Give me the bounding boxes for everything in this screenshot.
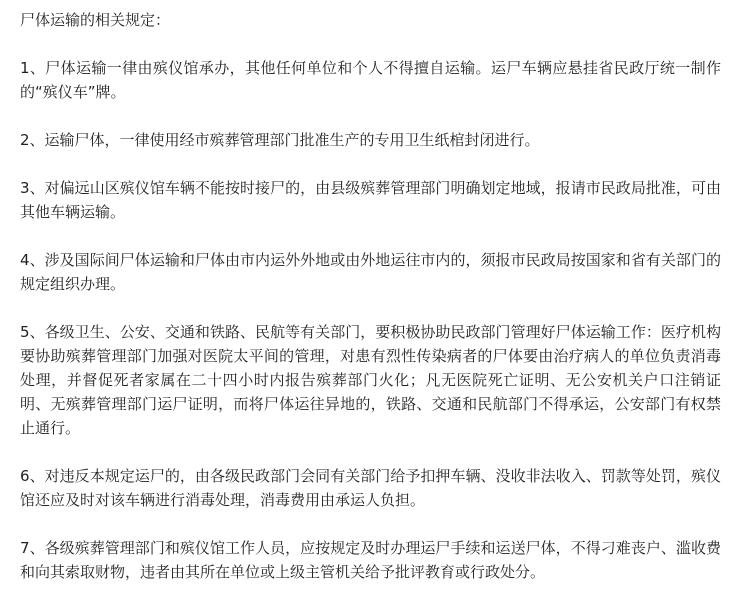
- regulation-item-3: 3、对偏远山区殡仪馆车辆不能按时接尸的，由县级殡葬管理部门明确划定地域，报请市民政局批准，可由其他车辆运输。: [20, 179, 721, 221]
- regulation-item-7: 7、各级殡葬管理部门和殡仪馆工作人员，应按规定及时办理运尸手续和运送尸体，不得刁难丧户、滥收费和向其索取财物，违者由其所在单位或上级主管机关给予批评教育或行政处分。: [20, 539, 721, 581]
- regulation-item-5: 5、各级卫生、公安、交通和铁路、民航等有关部门，要积极协助民政部门管理好尸体运输工作：医疗机构要协助殡葬管理部门加强对医院太平间的管理，对患有烈性传染病者的尸体要由治疗病人的单位负责消毒处理，并督促死者家属在二十四小时内报告殡葬部门火化；凡无医院死亡证明、无公安机关户口注销证明、无殡葬管理部门运尸证明，而将尸体运往异地的，铁路、交通和民航部门不得承运，公安部门有权禁止通行。: [20, 323, 721, 437]
- document-title: 尸体运输的相关规定：: [20, 11, 171, 29]
- regulation-item-2: 2、运输尸体，一律使用经市殡葬管理部门批准生产的专用卫生纸棺封闭进行。: [20, 131, 540, 149]
- regulation-item-6: 6、对违反本规定运尸的，由各级民政部门会同有关部门给予扣押车辆、没收非法收入、罚款等处罚，殡仪馆还应及时对该车辆进行消毒处理，消毒费用由承运人负担。: [20, 467, 721, 509]
- regulation-item-1: 1、尸体运输一律由殡仪馆承办，其他任何单位和个人不得擅自运输。运尸车辆应悬挂省民政厅统一制作的“殡仪车”牌。: [20, 59, 721, 101]
- regulation-item-4: 4、涉及国际间尸体运输和尸体由市内运外外地或由外地运往市内的，须报市民政局按国家和省有关部门的规定组织办理。: [20, 251, 721, 293]
